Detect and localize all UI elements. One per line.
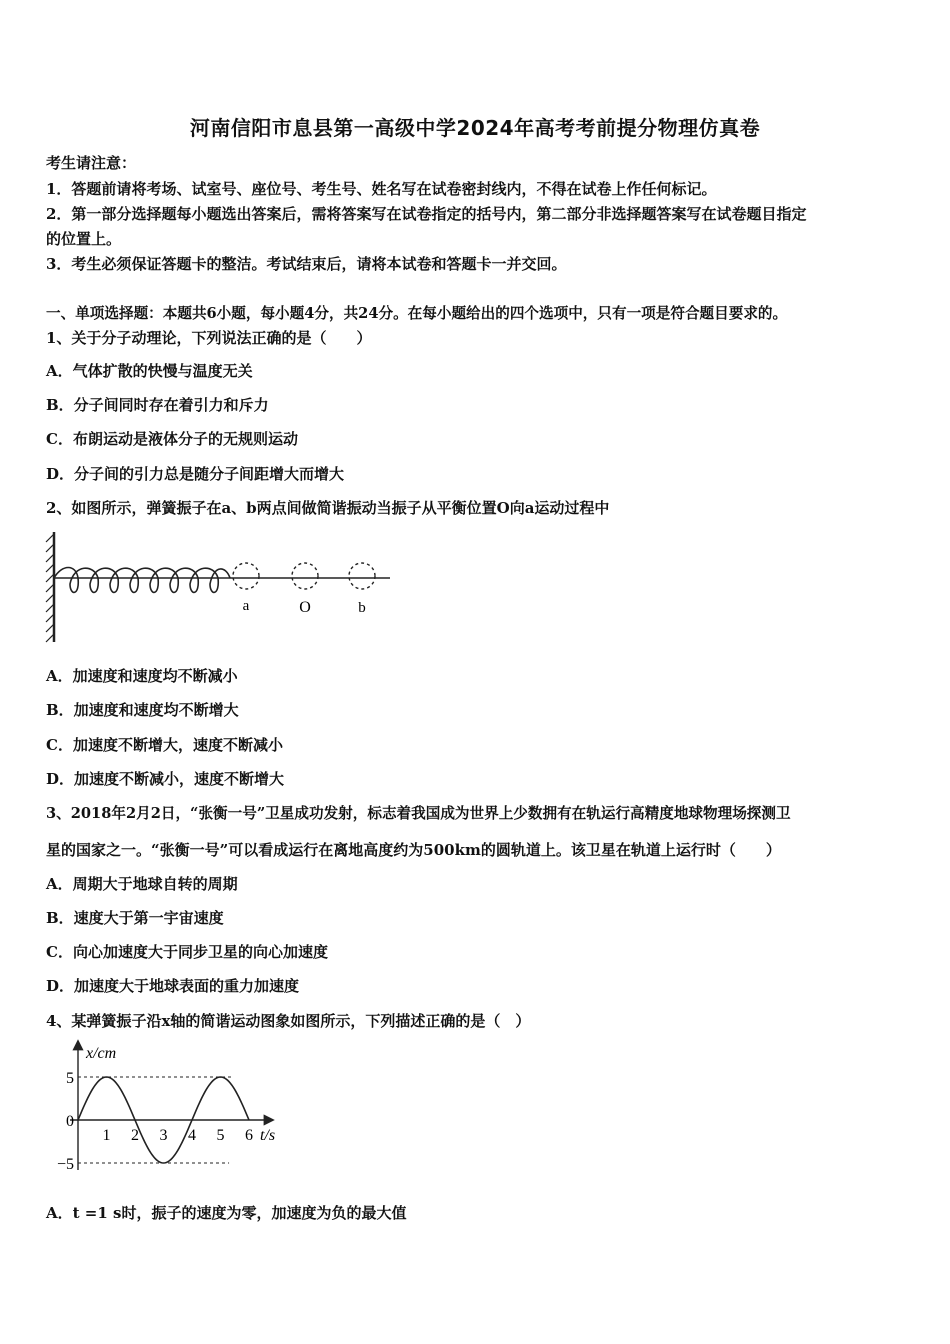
page-title: 河南信阳市息县第一高级中学2024年高考考前提分物理仿真卷 xyxy=(189,116,761,140)
x-tick-label: 4 xyxy=(188,1127,196,1144)
question-1-stem: 1、关于分子动理论，下列说法正确的是（ ） xyxy=(46,329,372,347)
question-2-option-d: D．加速度不断减小，速度不断增大 xyxy=(46,770,285,788)
question-3-option-c: C．向心加速度大于同步卫星的向心加速度 xyxy=(46,943,328,961)
x-axis-label: t/s xyxy=(260,1127,276,1144)
question-2-option-a: A．加速度和速度均不断减小 xyxy=(46,667,238,685)
question-2-stem: 2、如图所示，弹簧振子在a、b两点间做简谐振动当振子从平衡位置O向a运动过程中 xyxy=(46,499,610,517)
spring-coil xyxy=(54,568,230,593)
label-b: b xyxy=(358,600,366,616)
question-1-option-c: C．布朗运动是液体分子的无规则运动 xyxy=(46,430,298,448)
spring-oscillator-figure xyxy=(40,526,400,650)
question-3-option-b: B．速度大于第一宇宙速度 xyxy=(46,909,224,927)
notice-item-2: 2．第一部分选择题每小题选出答案后，需将答案写在试卷指定的括号内，第二部分非选择题答案写在试卷题目指定 xyxy=(46,205,807,223)
question-1-option-d: D．分子间的引力总是随分子间距增大而增大 xyxy=(46,465,345,483)
question-3-option-a: A．周期大于地球自转的周期 xyxy=(46,875,238,893)
y-tick-label: 0 xyxy=(66,1113,74,1130)
x-tick-label: 3 xyxy=(159,1127,168,1144)
section-heading: 一、单项选择题：本题共6小题，每小题4分，共24分。在每小题给出的四个选项中，只有一项是符合题目要求的。 xyxy=(46,305,788,322)
y-tick-label: 5 xyxy=(66,1070,74,1087)
question-1-option-a: A．气体扩散的快慢与温度无关 xyxy=(46,362,253,380)
y-axis-label: x/cm xyxy=(86,1045,117,1062)
notice-item-2-cont: 的位置上。 xyxy=(46,230,122,248)
x-tick-label: 2 xyxy=(131,1127,139,1144)
question-2-option-b: B．加速度和速度均不断增大 xyxy=(46,701,239,719)
x-tick-label: 6 xyxy=(245,1127,253,1144)
question-4-option-a: A．t =1 s时，振子的速度为零，加速度为负的最大值 xyxy=(46,1204,407,1222)
notice-heading: 考生请注意： xyxy=(46,154,137,172)
position-b-circle xyxy=(349,563,375,589)
x-tick-label: 1 xyxy=(102,1127,111,1144)
question-3-stem-line-2: 星的国家之一。“张衡一号”可以看成运行在离地高度约为500km的圆轨道上。该卫星在轨道上运行时（ ） xyxy=(46,841,781,859)
notice-item-3: 3．考生必须保证答题卡的整洁。考试结束后，请将本试卷和答题卡一并交回。 xyxy=(46,255,567,273)
position-o-circle xyxy=(292,563,318,589)
question-1-option-b: B．分子间同时存在着引力和斥力 xyxy=(46,396,269,414)
question-2-option-c: C．加速度不断增大，速度不断减小 xyxy=(46,736,283,754)
shm-graph xyxy=(40,1036,300,1176)
notice-item-1: 1．答题前请将考场、试室号、座位号、考生号、姓名写在试卷密封线内，不得在试卷上作任何标记。 xyxy=(46,180,717,198)
question-4-stem: 4、某弹簧振子沿x轴的简谐运动图象如图所示，下列描述正确的是（ ） xyxy=(46,1012,531,1030)
y-tick-label: −5 xyxy=(56,1156,74,1173)
position-a-circle xyxy=(233,563,259,589)
label-a: a xyxy=(242,598,250,614)
label-o: O xyxy=(299,599,311,616)
x-tick-label: 5 xyxy=(216,1127,225,1144)
question-3-stem-line-1: 3、2018年2月2日，“张衡一号”卫星成功发射，标志着我国成为世界上少数拥有在轨运行高精度地球物理场探测卫 xyxy=(46,805,791,822)
question-3-option-d: D．加速度大于地球表面的重力加速度 xyxy=(46,977,300,995)
